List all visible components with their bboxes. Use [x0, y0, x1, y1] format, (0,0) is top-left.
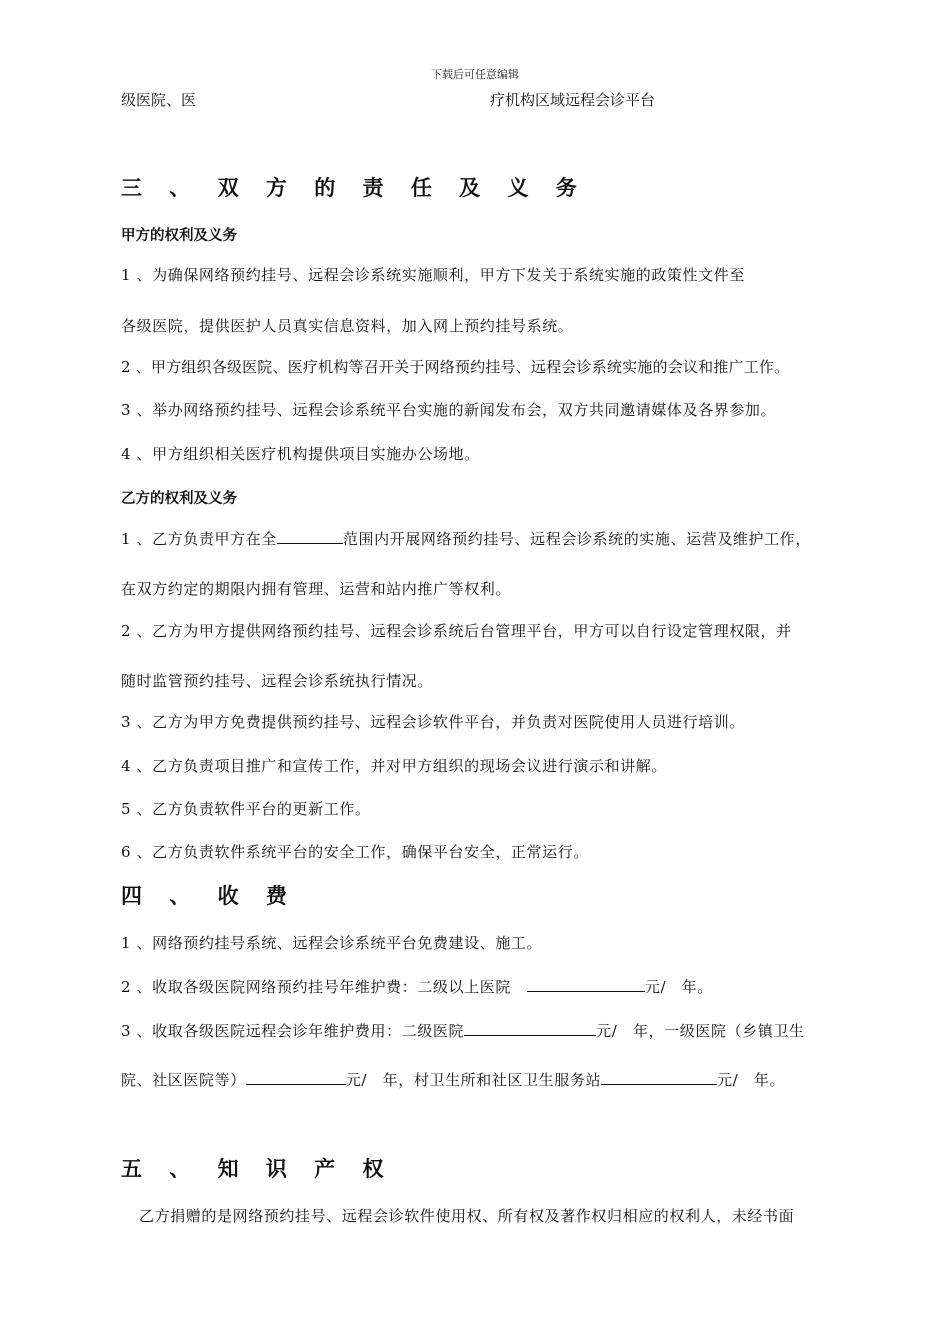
fee-item-3-line-2-prefix: 院、社区医院等）: [121, 1071, 246, 1089]
continued-line-right: 疗机构区域远程会诊平台: [490, 91, 656, 109]
region-blank-field[interactable]: [277, 529, 343, 544]
document-header-note: 下载后可任意编辑: [431, 68, 519, 81]
party-b-heading: 乙方的权利及义务: [121, 491, 237, 507]
fee-item-2: [121, 976, 713, 997]
party-b-item-1-prefix: 1 、乙方负责甲方在全: [121, 530, 277, 548]
party-a-item-3: 3 、举办网络预约挂号、远程会诊系统平台实施的新闻发布会，双方共同邀请媒体及各界参加。: [121, 401, 777, 419]
party-b-item-5: 5 、乙方负责软件平台的更新工作。: [121, 800, 371, 818]
fee-item-3-middle: 元/ 年，一级医院（乡镇卫生: [596, 1022, 805, 1040]
party-b-item-1-line-2: 在双方约定的期限内拥有管理、运营和站内推广等权利。: [121, 580, 512, 598]
party-b-item-4: 4 、乙方负责项目推广和宣传工作，并对甲方组织的现场会议进行演示和讲解。: [121, 757, 667, 775]
fee-item-3-line-2-middle: 元/ 年，村卫生所和社区卫生服务站: [345, 1071, 602, 1089]
fee-item-3-line-1: [121, 1020, 805, 1041]
fee-item-2-suffix: 元/ 年。: [644, 978, 713, 996]
fee-item-3-prefix: 3 、收取各级医院远程会诊年维护费用：二级医院: [121, 1022, 465, 1040]
fee-item-2-prefix: 2 、收取各级医院网络预约挂号年维护费：二级以上医院: [121, 978, 511, 996]
fee-item-3-line-2-suffix: 元/ 年。: [717, 1071, 786, 1089]
party-a-item-1-line-2: 各级医院，提供医护人员真实信息资料，加入网上预约挂号系统。: [121, 317, 574, 335]
primary-hospital-consult-fee-blank[interactable]: [246, 1070, 346, 1085]
party-b-item-1-line-1: [121, 528, 811, 549]
continued-line-left: 级医院、医: [121, 91, 197, 109]
secondary-hospital-booking-fee-blank[interactable]: [527, 977, 645, 992]
village-clinic-consult-fee-blank[interactable]: [601, 1070, 717, 1085]
fee-item-3-line-2: [121, 1069, 785, 1090]
party-b-item-2-line-2: 随时监管预约挂号、远程会诊系统执行情况。: [121, 672, 434, 690]
secondary-hospital-consult-fee-blank[interactable]: [464, 1021, 596, 1036]
section-4-title: 四 、 收 费: [121, 884, 297, 908]
section-5-title: 五 、 知 识 产 权: [121, 1157, 394, 1181]
party-a-heading: 甲方的权利及义务: [121, 228, 237, 244]
party-b-item-2-line-1: 2 、乙方为甲方提供网络预约挂号、远程会诊系统后台管理平台，甲方可以自行设定管理权限，并: [121, 622, 792, 640]
party-b-item-3: 3 、乙方为甲方免费提供预约挂号、远程会诊软件平台，并负责对医院使用人员进行培训。: [121, 713, 745, 731]
party-a-item-4: 4 、甲方组织相关医疗机构提供项目实施办公场地。: [121, 445, 480, 463]
party-b-item-1-suffix: 范围内开展网络预约挂号、远程会诊系统的实施、运营及维护工作，: [342, 530, 811, 548]
party-b-item-6: 6 、乙方负责软件系统平台的安全工作，确保平台安全，正常运行。: [121, 843, 589, 861]
fee-item-1: 1 、网络预约挂号系统、远程会诊系统平台免费建设、施工。: [121, 934, 543, 952]
ip-paragraph-line-1: 乙方捐赠的是网络预约挂号、远程会诊软件使用权、所有权及著作权归相应的权利人，未经书面: [139, 1207, 795, 1225]
party-a-item-2: 2 、甲方组织各级医院、医疗机构等召开关于网络预约挂号、远程会诊系统实施的会议和推广工作。: [121, 358, 790, 376]
section-3-title: 三 、 双 方 的 责 任 及 义 务: [121, 176, 587, 200]
party-a-item-1-line-1: 1 、为确保网络预约挂号、远程会诊系统实施顺利，甲方下发关于系统实施的政策性文件至: [121, 266, 745, 284]
